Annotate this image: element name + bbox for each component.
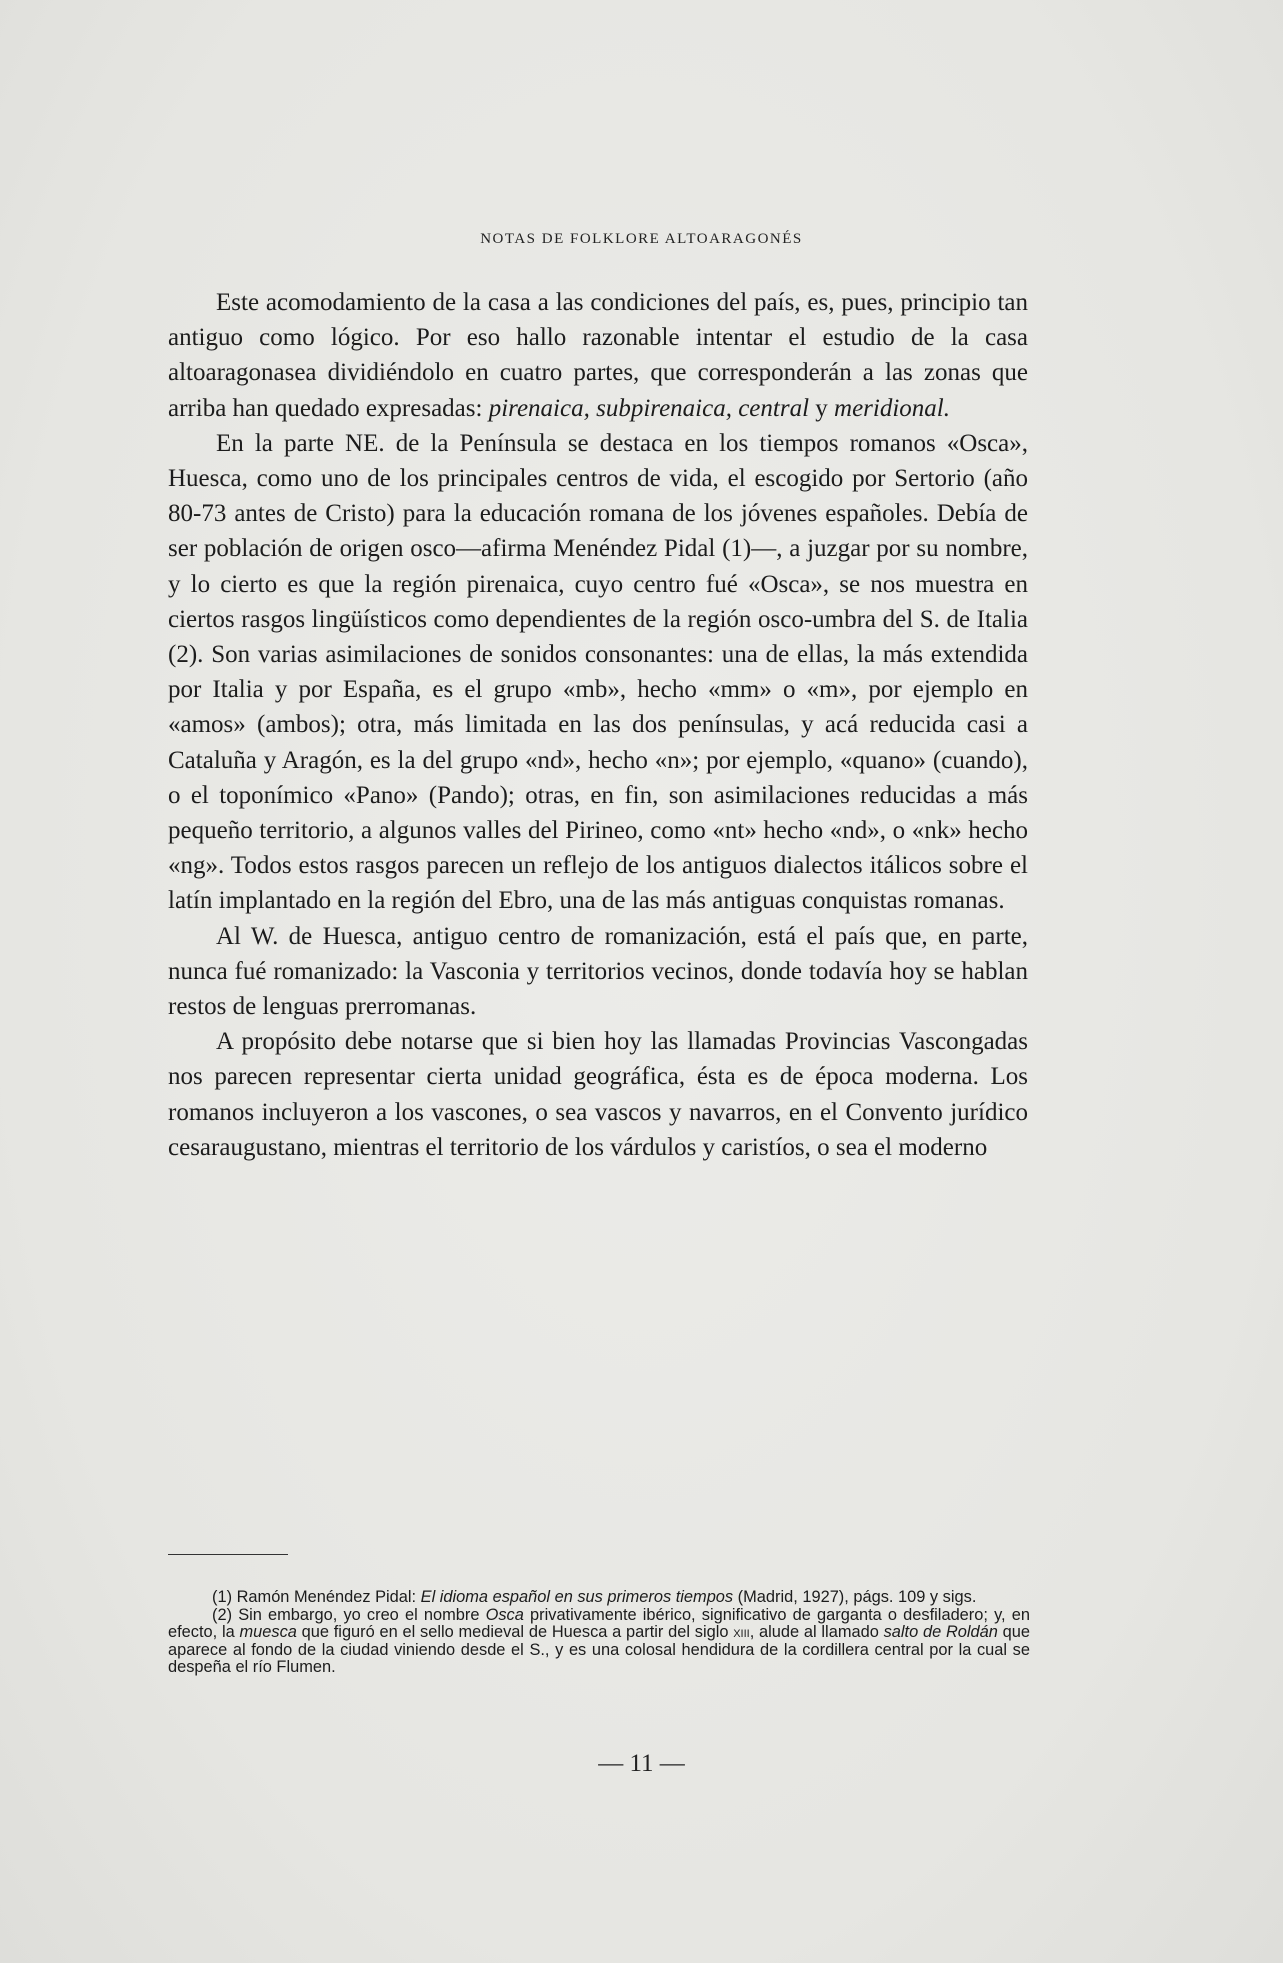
footnote-1-ref: (Madrid, 1927), págs. 109 y sigs. <box>733 1588 977 1606</box>
paragraph-1-text: Este acomodamiento de la casa a las condiciones del país, es, pues, principio tan antiguo como lógico. Por eso hallo razonable intentar el estudio de la casa altoaragonasea dividiéndolo en cuatro partes, que corresponderán a las zonas que arriba han quedado expresadas: <box>168 289 1028 422</box>
footnote-2-text-c: que figuró en el sello medieval de Huesca a partir del siglo <box>296 1623 734 1641</box>
page-number: — 11 — <box>598 1750 685 1777</box>
footnote-1-text: (1) Ramón Menéndez Pidal: <box>212 1588 421 1606</box>
paragraph-2: En la parte NE. de la Península se destaca en los tiempos romanos «Osca», Huesca, como uno de los principales centros de vida, el escogido por Sertorio (año 80-73 antes de Cristo) para la educación romana de los jóvenes españoles. Debía de ser población de origen osco—afirma Menéndez Pidal (1)—, a juzgar por su nombre, y lo cierto es que la región pirenaica, cuyo centro fué «Osca», se nos muestra en ciertos rasgos lingüísticos como dependientes de la región osco-umbra del S. de Italia (2). Son varias asimilaciones de sonidos consonantes: una de ellas, la más extendida por Italia y por España, es el grupo «mb», hecho «mm» o «m», por ejemplo en «amos» (ambos); otra, más limitada en las dos penínsulas, y acá reducida casi a Cataluña y Aragón, es la del grupo «nd», hecho «n»; por ejemplo, «quano» (cuando), o el toponímico «Pano» (Pando); otras, en fin, son asimilaciones reducidas a más pequeño territorio, a algunos valles del Pirineo, como «nt» hecho «nd», o «nk» hecho «ng». Todos estos rasgos parecen un reflejo de los antiguos dialectos itálicos sobre el latín implantado en la región del Ebro, una de las más antiguas conquistas romanas. <box>168 429 1028 915</box>
footnote-2-century: xiii <box>733 1623 750 1641</box>
running-head: NOTAS DE FOLKLORE ALTOARAGONÉS <box>480 231 803 247</box>
paragraph-4: A propósito debe notarse que si bien hoy las llamadas Provincias Vascongadas nos parecen representar cierta unidad geográfica, ésta es de época moderna. Los romanos incluyeron a los vascones, o sea vascos y navarros, en el Convento jurídico cesaraugustano, mientras el territorio de los várdulos y caristíos, o sea el moderno <box>168 1028 1028 1161</box>
paragraph-1-conjunction: y <box>809 394 835 422</box>
footnotes <box>168 1589 1030 1677</box>
footnote-2-text-a: (2) Sin embargo, yo creo el nombre <box>212 1605 486 1624</box>
paragraph-1-italic-zones: pirenaica, subpirenaica, central <box>488 394 810 422</box>
paragraph-1-italic-meridional: meridional. <box>834 394 950 422</box>
footnote-1-title: El idioma español en sus primeros tiempos <box>420 1588 734 1606</box>
paragraph-3: Al W. de Huesca, antiguo centro de romanización, está el país que, en parte, nunca fué romanizado: la Vasconia y territorios vecinos, donde todavía hoy se hablan restos de lenguas prerromanas. <box>168 922 1028 1021</box>
footnote-2-text-b: privativamente ibérico, significativo de garganta o desfiladero; y, en efecto, la <box>168 1605 1031 1641</box>
footnote-2-osca: Osca <box>485 1605 524 1624</box>
footnote-2-text-e: que aparece al fondo de la ciudad viniendo desde el S., y es una colosal hendidura de la cordillera central por la cual se despeña el río Flumen. <box>168 1623 1030 1676</box>
main-text <box>168 285 1028 1165</box>
footnote-2-salto: salto de Roldán <box>883 1623 998 1641</box>
footnote-2-text-d: , alude al llamado <box>749 1623 884 1641</box>
paragraph-1 <box>168 285 1028 426</box>
footnote-2-muesca: muesca <box>239 1623 297 1641</box>
footnote-2 <box>168 1607 1030 1677</box>
footnote-rule <box>168 1554 288 1555</box>
footnote-1 <box>168 1589 1030 1607</box>
